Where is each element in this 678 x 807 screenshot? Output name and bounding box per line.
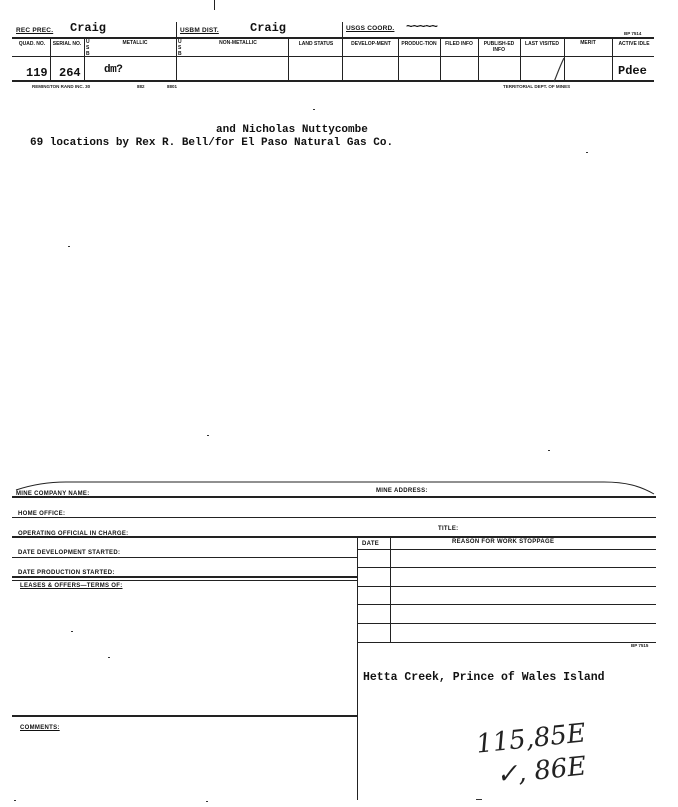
title-label: TITLE: bbox=[438, 526, 459, 532]
date-development-label: DATE DEVELOPMENT STARTED: bbox=[18, 550, 121, 556]
handwritten-note-1: 115,85E bbox=[474, 718, 588, 760]
col-quad-no: QUAD. NO. bbox=[18, 41, 46, 47]
col-development: DEVELOP-MENT bbox=[351, 41, 391, 47]
col-merit: MERIT bbox=[580, 40, 596, 46]
top-footer-left: REMINGTON RAND INC. 30 bbox=[32, 84, 91, 89]
bottom-form-number: BP 7515 bbox=[631, 643, 649, 648]
table-row bbox=[357, 623, 656, 624]
table-row bbox=[357, 586, 656, 587]
col-metallic: METALLIC bbox=[122, 40, 148, 46]
rec-prec-value: Craig bbox=[70, 21, 107, 35]
handwritten-note-2: ✓, 86E bbox=[494, 751, 588, 791]
top-footer-right: TERRITORIAL DEPT. OF MINES bbox=[503, 84, 571, 89]
top-footer-code-2: 8801 bbox=[167, 84, 178, 89]
date-production-label: DATE PRODUCTION STARTED: bbox=[18, 570, 115, 576]
table-row bbox=[357, 567, 656, 568]
usgs-coord-value: ~~~~~ bbox=[406, 20, 438, 34]
col-land-status: LAND STATUS bbox=[298, 41, 334, 47]
card-edge bbox=[10, 474, 658, 498]
table-left-border bbox=[357, 536, 358, 800]
quad-no-value: 119 bbox=[26, 66, 48, 80]
top-rule bbox=[12, 37, 654, 39]
top-footer-code-1: 882 bbox=[137, 84, 145, 89]
registration-mark bbox=[214, 0, 215, 10]
body-line-2: 69 locations by Rex R. Bell/for El Paso Natural Gas Co. bbox=[30, 137, 394, 149]
usbm-dist-value: Craig bbox=[250, 21, 287, 35]
active-idle-value: Pdee bbox=[618, 64, 647, 78]
operating-official-label: OPERATING OFFICIAL IN CHARGE: bbox=[18, 531, 129, 537]
mine-address-label: MINE ADDRESS: bbox=[376, 488, 428, 494]
rec-prec-label: REC PREC. bbox=[16, 27, 54, 34]
serial-no-value: 264 bbox=[59, 66, 81, 80]
top-form-number: BP 7514 bbox=[624, 31, 642, 36]
usgs-coord-label: USGS COORD. bbox=[346, 25, 395, 32]
table-row bbox=[357, 642, 656, 643]
location-text: Hetta Creek, Prince of Wales Island bbox=[363, 671, 605, 684]
col-serial-no: SERIAL NO. bbox=[52, 41, 82, 47]
leases-label: LEASES & OFFERS—TERMS OF: bbox=[20, 583, 123, 589]
reason-header: REASON FOR WORK STOPPAGE bbox=[452, 539, 555, 545]
col-filed-info: FILED INFO bbox=[445, 41, 473, 47]
col-published-info: PUBLISH-ED INFO bbox=[483, 41, 515, 53]
home-office-label: HOME OFFICE: bbox=[18, 511, 66, 517]
col-usb-nonmetallic: U S B bbox=[178, 39, 182, 57]
metallic-code-value: dm? bbox=[104, 64, 123, 76]
body-line-1: and Nicholas Nuttycombe bbox=[216, 124, 368, 136]
col-last-visited: LAST VISITED bbox=[525, 41, 559, 47]
col-usb-metallic: U S B bbox=[86, 39, 90, 57]
mine-company-name-label: MINE COMPANY NAME: bbox=[16, 491, 90, 497]
comments-label: COMMENTS: bbox=[20, 725, 60, 731]
col-non-metallic: NON-METALLIC bbox=[219, 40, 257, 46]
col-production: PRODUC-TION bbox=[401, 41, 437, 47]
usbm-dist-label: USBM DIST. bbox=[180, 27, 219, 34]
table-date-divider bbox=[390, 536, 391, 642]
table-row bbox=[357, 604, 656, 605]
date-header: DATE bbox=[362, 541, 380, 547]
col-active-idle: ACTIVE IDLE bbox=[618, 41, 650, 47]
pencil-mark-icon bbox=[548, 56, 572, 84]
